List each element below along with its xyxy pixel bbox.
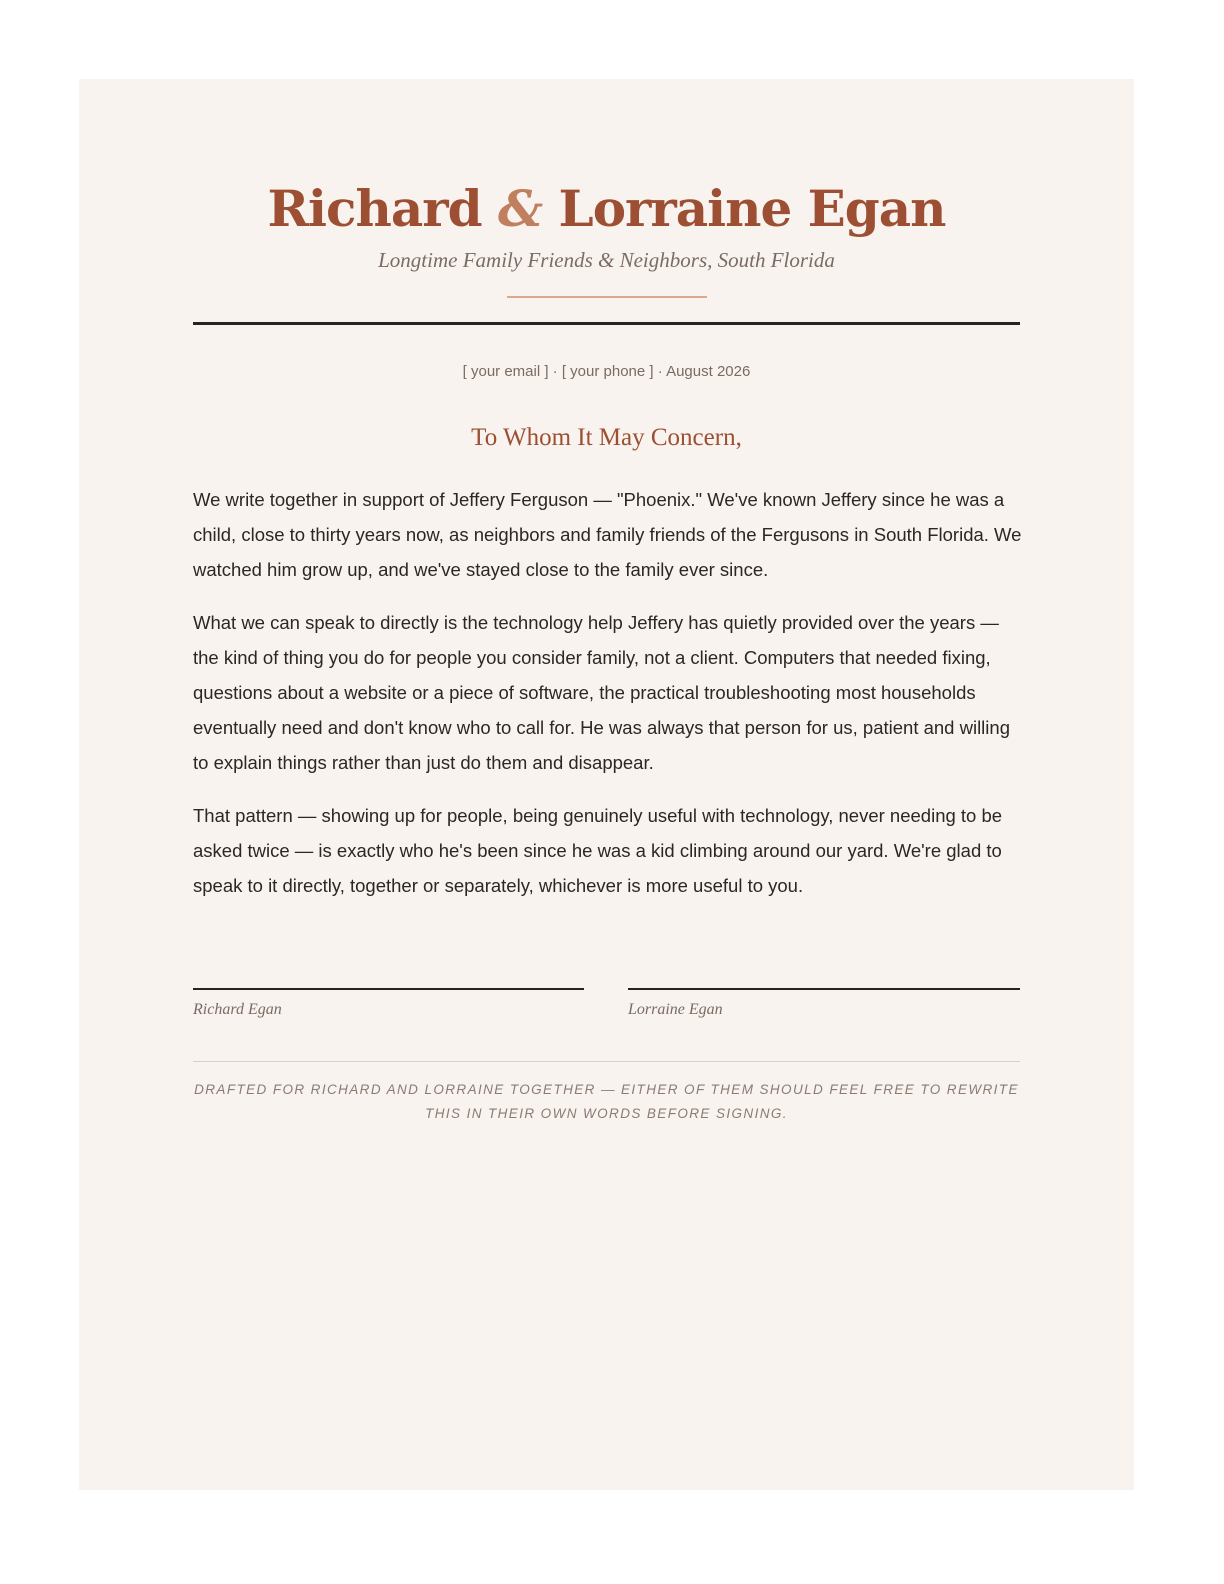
body-paragraph-2: What we can speak to directly is the technology help Jeffery has quietly provided over the years — the kind of thing you do for people you consider family, not a client. Computers that needed fixing, questions about a website or a piece of software, the practical troubleshooting most households eventually need and don't know who to call for. He was always that person for us, patient and willing to explain things rather than just do them and disappear. [193,612,1010,773]
signature-line-lorraine [628,988,1020,990]
body-paragraph-1: We write together in support of Jeffery Ferguson — "Phoenix." We've known Jeffery since he was a child, close to thirty years now, as neighbors and family friends of the Fergusons in South Florida. We watched him grow up, and we've stayed close to the family ever since. [193,489,1022,580]
title-name-second: Lorraine Egan [558,179,946,238]
title-name-first: Richard [267,179,482,238]
signature-name-lorraine: Lorraine Egan [628,1001,723,1018]
salutation: To Whom It May Concern, [471,424,742,451]
letter-body [193,482,1023,921]
letterhead-title [79,179,1134,239]
footer-divider [193,1061,1020,1062]
letterhead-subtitle: Longtime Family Friends & Neighbors, South Florida [378,248,835,272]
title-ampersand: & [497,179,543,238]
contact-line: [ your email ] · [ your phone ] · August 2026 [462,363,751,380]
body-paragraph-3: That pattern — showing up for people, being genuinely useful with technology, never needing to be asked twice — is exactly who he's been since he was a kid climbing around our yard. We're glad to speak to it directly, together or separately, whichever is more useful to you. [193,805,1003,896]
signature-line-richard [193,988,584,990]
footer-note: DRAFTED FOR RICHARD AND LORRAINE TOGETHER — EITHER OF THEM SHOULD FEEL FREE TO REWRITE THIS IN THEIR OWN WORDS BEFORE SIGNING. [194,1082,1019,1121]
accent-divider [507,296,707,298]
letterhead [79,179,1134,273]
signature-name-richard: Richard Egan [193,1001,282,1018]
header-divider [193,322,1020,325]
letter-page [79,79,1134,1490]
